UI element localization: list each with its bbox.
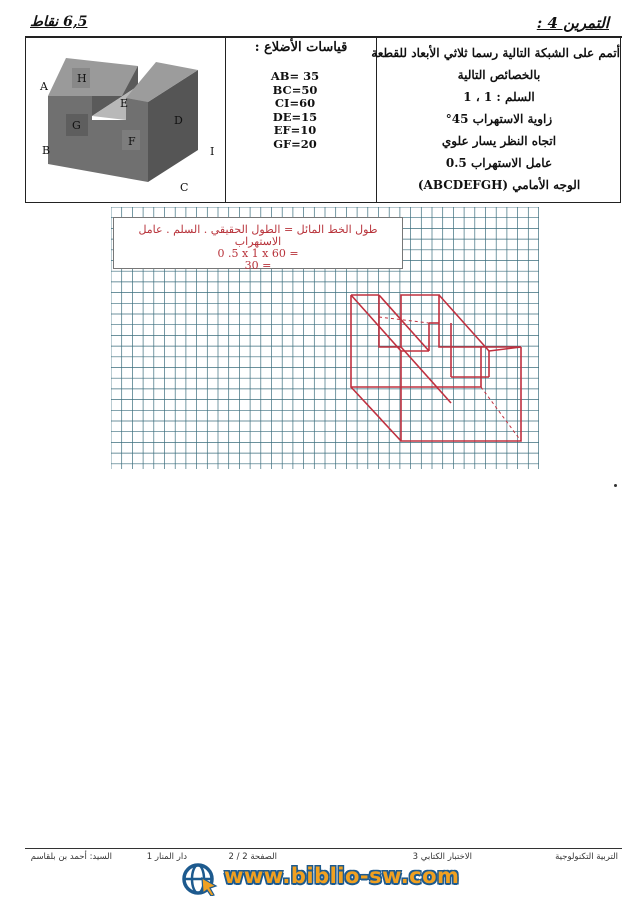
figure-label-c: C — [180, 181, 189, 194]
measurement-item: AB= 35 — [270, 69, 320, 83]
figure-label-b: B — [42, 144, 51, 157]
footer-exam: الاختبار الكتابي 3 — [412, 852, 472, 862]
hidden-edge — [481, 387, 521, 441]
measurement-item: GF=20 — [273, 136, 317, 151]
exercise-title: التمرين 4 : — [536, 14, 609, 32]
formula-line: 30 = — [244, 259, 272, 272]
figure-label-d: D — [174, 114, 183, 127]
table-divider-left — [225, 38, 226, 202]
instruction-line: عامل الاستهراب 0.5 — [445, 156, 553, 170]
figure-label-h: H — [77, 72, 87, 85]
reference-figure — [26, 38, 224, 202]
instructions — [371, 42, 620, 196]
instruction-line: أتمم على الشبكة التالية رسما ثلاثي الأبعاد للقطعة — [371, 46, 620, 60]
figure-label-i: I — [210, 145, 215, 158]
instruction-line: بالخصائص التالية — [457, 68, 541, 82]
drawing-back-outline — [401, 347, 521, 441]
formula-box — [113, 217, 403, 272]
points-label: 6,5 نقاط — [30, 14, 88, 30]
drawing-front-face — [351, 295, 481, 387]
footer-teacher: السيد: أحمد بن بلقاسم — [30, 852, 112, 862]
measurement-item: DE=15 — [272, 109, 318, 124]
instruction-line: زاوية الاستهراب 45° — [445, 112, 553, 126]
figure-label-g: G — [72, 119, 81, 132]
instruction-line: السلم : 1 ، 1 — [463, 90, 535, 104]
margin-dot — [614, 484, 617, 487]
footer-divider — [25, 848, 622, 849]
footer-page: الصفحة 2 / 2 — [228, 852, 277, 862]
instruction-line: اتجاه النظر يسار علوي — [441, 134, 557, 148]
figure-label-a: A — [40, 80, 48, 93]
measurements-title: قياسات الأضلاع : — [254, 40, 348, 55]
drawing-edge — [351, 387, 401, 441]
globe-icon — [178, 862, 220, 896]
footer-subject: التربية التكنولوجية — [555, 852, 618, 862]
drawing-edge — [401, 347, 451, 403]
figure-top-left — [48, 58, 138, 96]
formula-line: 0 .5 x 1 x 60 = — [217, 247, 299, 260]
isometric-drawing — [351, 295, 521, 441]
measurement-item: BC=50 — [272, 82, 318, 97]
measurements-list — [245, 70, 345, 151]
watermark-text: www.biblio-sw.com — [224, 864, 460, 888]
footer-school: دار المنار 1 — [146, 852, 187, 862]
measurement-item: CI=60 — [274, 96, 316, 110]
instruction-line: الوجه الأمامي (ABCDEFGH) — [417, 178, 581, 192]
measurement-item: EF=10 — [273, 123, 317, 137]
figure-label-e: E — [120, 97, 129, 110]
figure-label-f: F — [128, 135, 136, 148]
formula-line: طول الخط المائل = الطول الحقيقي . السلم . عامل الاستهراب — [138, 223, 378, 248]
watermark[interactable] — [178, 862, 478, 896]
